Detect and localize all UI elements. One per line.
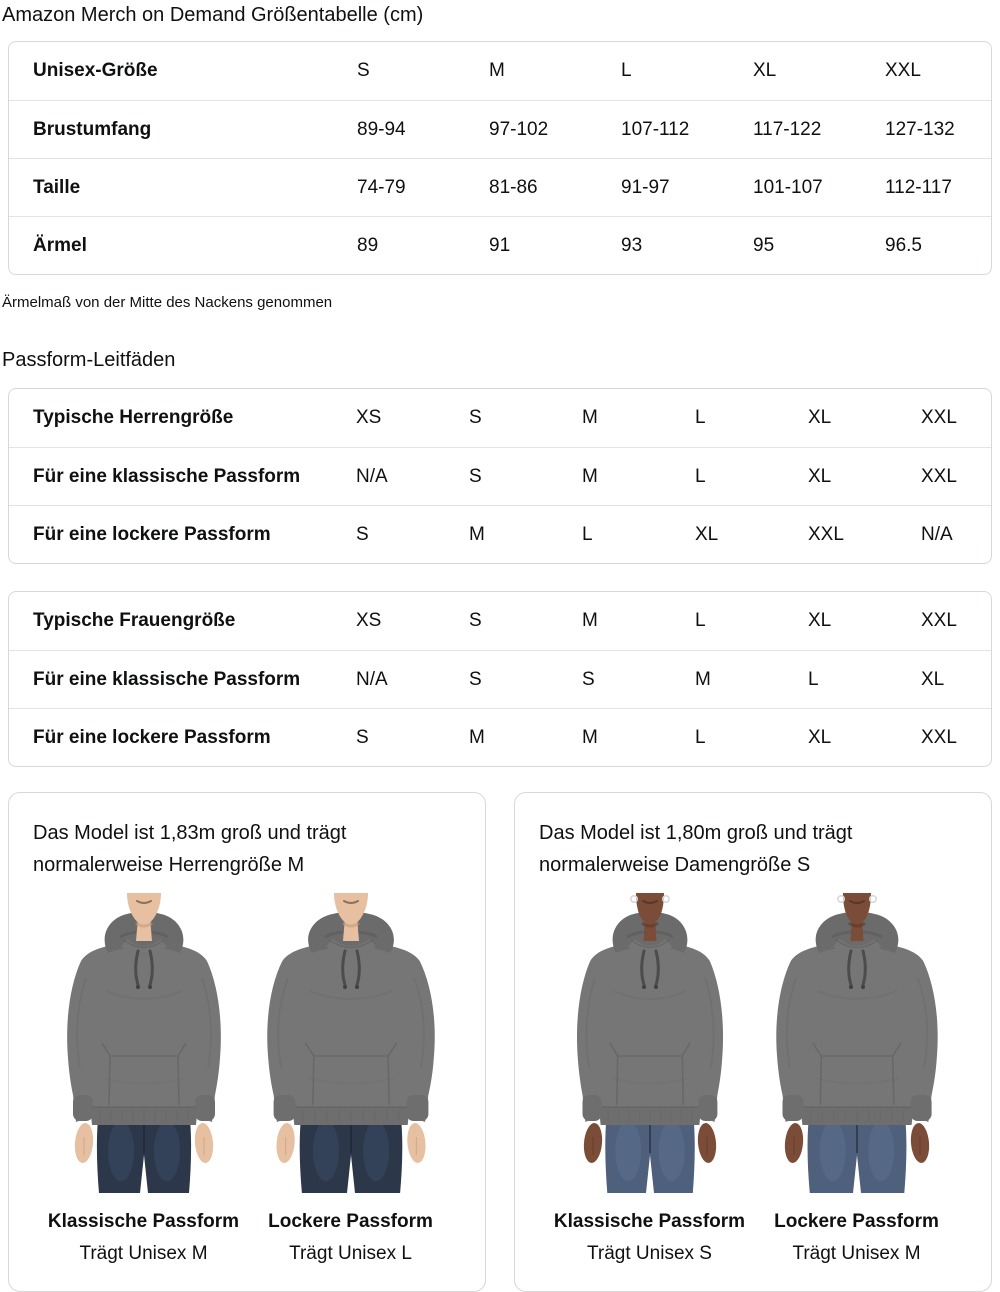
- row-label: Brustumfang: [9, 100, 357, 158]
- model-cards: [8, 792, 992, 1292]
- cell: M: [695, 650, 808, 708]
- mens-fit-table: [8, 388, 992, 564]
- male-model-card: [8, 792, 486, 1292]
- cell: XL: [753, 60, 777, 81]
- male-loose-fit-hoodie-photo: [256, 893, 446, 1193]
- cell: M: [489, 60, 505, 81]
- figure-row: [33, 893, 461, 1265]
- cell: 81-86: [489, 158, 621, 216]
- cell: L: [695, 407, 706, 428]
- row-label: Typische Herrengröße: [33, 407, 234, 428]
- cell: L: [621, 60, 632, 81]
- model-description: Das Model ist 1,83m groß und trägt normalerweise Herrengröße M: [33, 822, 347, 876]
- cell: S: [356, 708, 469, 766]
- figure-loose-fit: [759, 893, 954, 1265]
- table-row: [9, 158, 991, 216]
- row-label: Für eine lockere Passform: [9, 708, 356, 766]
- womens-fit-table: [8, 591, 992, 767]
- row-label: Für eine klassische Passform: [9, 447, 356, 505]
- table-row: [9, 592, 991, 650]
- row-label: Für eine klassische Passform: [9, 650, 356, 708]
- cell: S: [469, 447, 582, 505]
- cell: 96.5: [885, 216, 991, 274]
- table-row: [9, 447, 991, 505]
- cell: S: [582, 650, 695, 708]
- size-chart-page: [0, 2, 1000, 1292]
- row-label: Unisex-Größe: [33, 60, 158, 81]
- cell: XL: [695, 505, 808, 563]
- cell: 117-122: [753, 100, 885, 158]
- cell: M: [582, 407, 598, 428]
- sleeve-measure-footnote: Ärmelmaß von der Mitte des Nackens genommen: [2, 294, 333, 311]
- row-label: Für eine lockere Passform: [9, 505, 356, 563]
- cell: 91-97: [621, 158, 753, 216]
- cell: N/A: [356, 447, 469, 505]
- model-description: Das Model ist 1,80m groß und trägt normalerweise Damengröße S: [539, 822, 853, 876]
- fit-caption: Klassische Passform: [47, 1211, 240, 1232]
- male-classic-fit-hoodie-photo: [49, 893, 239, 1193]
- cell: M: [582, 610, 598, 631]
- female-classic-fit-hoodie-photo: [555, 893, 745, 1193]
- table-row: [9, 505, 991, 563]
- size-caption: Trägt Unisex M: [792, 1243, 921, 1264]
- cell: XL: [808, 708, 921, 766]
- cell: L: [582, 505, 695, 563]
- cell: XS: [356, 610, 382, 631]
- row-label: Ärmel: [9, 216, 357, 274]
- cell: N/A: [356, 650, 469, 708]
- cell: M: [469, 708, 582, 766]
- cell: 89-94: [357, 100, 489, 158]
- cell: L: [808, 650, 921, 708]
- fit-caption: Lockere Passform: [774, 1211, 939, 1232]
- cell: N/A: [921, 505, 991, 563]
- female-loose-fit-hoodie-photo: [762, 893, 952, 1193]
- cell: XL: [808, 610, 832, 631]
- figure-row: [539, 893, 967, 1265]
- cell: 74-79: [357, 158, 489, 216]
- cell: XXL: [808, 505, 921, 563]
- cell: S: [357, 60, 370, 81]
- figure-loose-fit: [253, 893, 448, 1265]
- cell: XL: [808, 407, 832, 428]
- cell: 95: [753, 216, 885, 274]
- fit-guides-heading: Passform-Leitfäden: [2, 349, 176, 371]
- cell: M: [469, 505, 582, 563]
- cell: L: [695, 447, 808, 505]
- table-row: [9, 100, 991, 158]
- female-model-card: [514, 792, 992, 1292]
- cell: XXL: [921, 407, 957, 428]
- figure-classic-fit: [552, 893, 747, 1265]
- cell: 112-117: [885, 158, 991, 216]
- cell: 127-132: [885, 100, 991, 158]
- table-row: [9, 389, 991, 447]
- cell: 107-112: [621, 100, 753, 158]
- cell: S: [469, 610, 482, 631]
- fit-caption: Klassische Passform: [553, 1211, 746, 1232]
- cell: XL: [808, 447, 921, 505]
- cell: L: [695, 708, 808, 766]
- figure-classic-fit: [46, 893, 241, 1265]
- row-label: Typische Frauengröße: [33, 610, 236, 631]
- cell: XXL: [885, 60, 921, 81]
- row-label: Taille: [9, 158, 357, 216]
- cell: L: [695, 610, 706, 631]
- cell: XL: [921, 650, 991, 708]
- cell: XXL: [921, 447, 991, 505]
- size-caption: Trägt Unisex S: [587, 1243, 712, 1264]
- cell: S: [469, 650, 582, 708]
- size-caption: Trägt Unisex M: [79, 1243, 208, 1264]
- table-row: [9, 708, 991, 766]
- fit-caption: Lockere Passform: [268, 1211, 433, 1232]
- table-row: [9, 650, 991, 708]
- cell: XXL: [921, 708, 991, 766]
- size-caption: Trägt Unisex L: [289, 1243, 412, 1264]
- cell: 91: [489, 216, 621, 274]
- cell: 89: [357, 216, 489, 274]
- table-row: [9, 42, 991, 100]
- cell: M: [582, 447, 695, 505]
- page-title: Amazon Merch on Demand Größentabelle (cm): [2, 4, 424, 26]
- cell: S: [469, 407, 482, 428]
- unisex-size-table: [8, 41, 992, 275]
- table-row: [9, 216, 991, 274]
- cell: 93: [621, 216, 753, 274]
- cell: S: [356, 505, 469, 563]
- cell: XS: [356, 407, 382, 428]
- cell: 101-107: [753, 158, 885, 216]
- cell: XXL: [921, 610, 957, 631]
- cell: 97-102: [489, 100, 621, 158]
- cell: M: [582, 708, 695, 766]
